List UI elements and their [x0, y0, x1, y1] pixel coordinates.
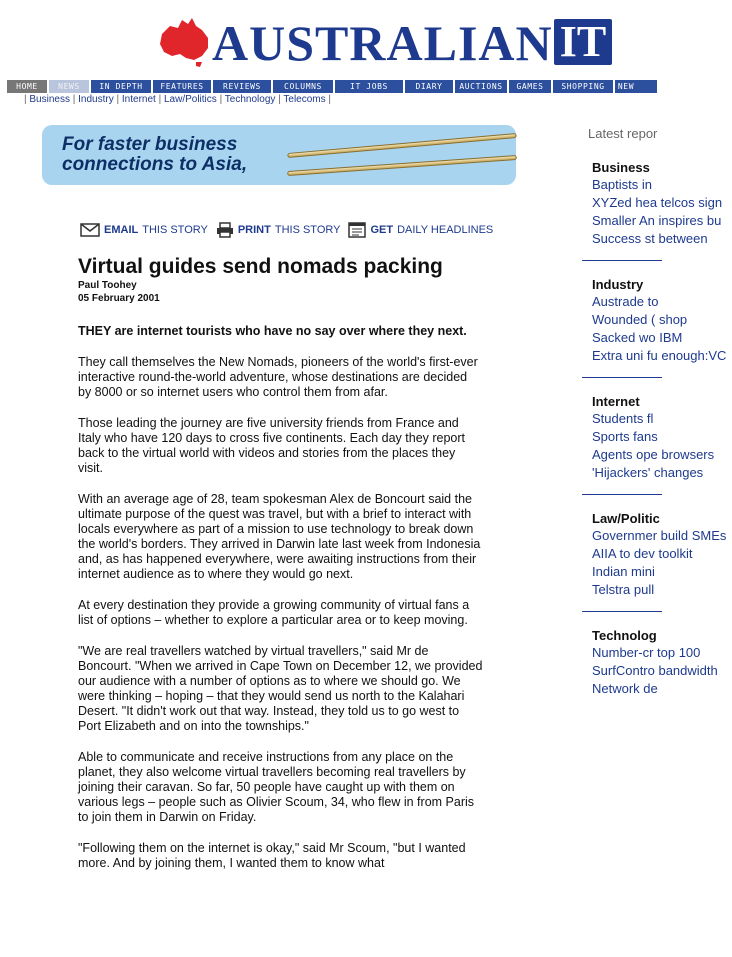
sidebar-link[interactable]: Network de [592, 681, 658, 696]
article-paragraph: Able to communicate and receive instructions from any place on the planet, they also welcome virtual travellers becoming real travellers by joining their caravan. So far, 50 people have caught up with them on various legs – people such as Olivier Scoum, 34, who flew in from Paris to join them in Darwin on Friday. [78, 750, 475, 824]
sidebar-link[interactable]: Smaller An inspires bu [592, 213, 722, 228]
sidebar-link[interactable]: 'Hijackers' changes [592, 465, 704, 480]
nav-tab-shopping[interactable]: SHOPPING [553, 80, 615, 93]
sidebar-link[interactable]: Number-cr top 100 [592, 645, 701, 660]
sidebar-link[interactable]: Agents ope browsers [592, 447, 715, 462]
sidebar-link[interactable]: Success st between [592, 231, 708, 246]
print-label: PRINT [237, 224, 271, 236]
article-lead: THEY are internet tourists who have no say over where they next. [78, 324, 467, 338]
section-divider [582, 260, 662, 261]
article-headline: Virtual guides send nomads packing [78, 255, 443, 278]
daily-headlines-link[interactable] [348, 222, 493, 238]
sidebar-link[interactable]: Sports fans [592, 429, 658, 444]
ad-banner-text [62, 135, 247, 175]
subnav-technology[interactable]: Technology [224, 94, 276, 105]
ad-line-2: connections to Asia, [62, 154, 248, 175]
nav-tab-features[interactable]: FEATURES [153, 80, 213, 93]
latest-reports-label: Latest repor [588, 126, 658, 141]
sidebar-link[interactable]: Sacked wo IBM [592, 330, 683, 345]
article [78, 256, 483, 871]
sidebar-link[interactable]: SurfContro bandwidth [592, 663, 718, 678]
subnav-industry[interactable]: Industry [78, 94, 114, 105]
sidebar-link[interactable]: Telstra pull [592, 582, 655, 597]
nav-tab-diary[interactable]: DIARY [405, 80, 455, 93]
article-paragraph: "Following them on the internet is okay," said Mr Scoum, "but I wanted more. And by joining them, I wanted them to know what [78, 841, 466, 870]
sidebar-link[interactable]: Students fl [592, 411, 654, 426]
australia-map-icon [156, 16, 212, 68]
section-divider [582, 494, 662, 495]
masthead [150, 14, 620, 72]
nav-tab-columns[interactable]: COLUMNS [273, 80, 335, 93]
subnav-internet[interactable]: Internet [121, 94, 156, 105]
sidebar-link[interactable]: Austrade to [592, 294, 659, 309]
nav-tab-news[interactable]: NEWS [49, 80, 91, 93]
sidebar-link[interactable]: XYZed hea telcos sign [592, 195, 723, 210]
subnav-business[interactable]: Business [29, 94, 70, 105]
section-title[interactable]: Technolog [592, 628, 657, 643]
sidebar-section-technology [582, 628, 718, 696]
newsletter-icon [348, 222, 366, 238]
story-tools [80, 222, 501, 238]
sidebar-link[interactable]: Baptists in [592, 177, 652, 192]
sidebar-link[interactable]: Extra uni fu enough:VC [592, 348, 727, 363]
nav-tab-auctions[interactable]: AUCTIONS [455, 80, 509, 93]
sidebar-link[interactable]: AIIA to dev toolkit [592, 546, 693, 561]
nav-tab-reviews[interactable]: REVIEWS [213, 80, 273, 93]
latest-reports-sidebar [582, 160, 727, 699]
email-rest-label: THIS STORY [142, 224, 208, 236]
sidebar-section-law-politics [582, 511, 727, 612]
section-title[interactable]: Internet [592, 394, 640, 409]
envelope-icon [80, 223, 100, 237]
get-label: GET [370, 224, 394, 236]
article-paragraph: "We are real travellers watched by virtual travellers," said Mr de Boncourt. "When we arrived in Cape Town on December 12, we provided our audience with a number of options as to where we should go. We were thinking – hoping – that they would send us north to the Kalahari Desert. "It didn't work out that way. Instead, they told us to go west to Port Elizabeth and on into the townships." [78, 644, 483, 733]
ad-line-1: For faster business [62, 134, 238, 155]
logo-it-box[interactable]: IT [554, 19, 612, 65]
nav-tab-games[interactable]: GAMES [509, 80, 553, 93]
section-title[interactable]: Business [592, 160, 650, 175]
ad-banner[interactable] [42, 125, 516, 185]
section-title[interactable]: Law/Politic [592, 511, 660, 526]
section-divider [582, 611, 662, 612]
section-divider [582, 377, 662, 378]
print-rest-label: THIS STORY [274, 224, 341, 236]
article-paragraph: They call themselves the New Nomads, pioneers of the world's first-ever interactive round-the-world adventure, whose destinations are decided by 8000 or so internet users who control them from afar. [78, 355, 478, 399]
printer-icon [216, 222, 234, 238]
nav-tab-home[interactable]: HOME [7, 80, 49, 93]
section-title[interactable]: Industry [592, 277, 644, 292]
email-label: EMAIL [104, 224, 139, 236]
article-date: 05 February 2001 [78, 293, 160, 304]
get-rest-label: DAILY HEADLINES [397, 224, 494, 236]
nav-tab-new[interactable]: NEW [617, 82, 635, 91]
logo-wordmark[interactable]: AUSTRALIAN [212, 15, 553, 71]
sidebar-link[interactable]: Indian mini [592, 564, 655, 579]
main-nav [7, 80, 657, 93]
article-paragraph: With an average age of 28, team spokesman Alex de Boncourt said the ultimate purpose of the quest was travel, but with a brief to interact with locals everywhere as part of a mission to use technology to break down the world's borders. They arrived in Darwin late last week from Indonesia and, as has happened everywhere, were awaiting instructions from their internet audience as to where they would go next. [78, 492, 481, 581]
sidebar-link[interactable]: Governmer build SMEs [592, 528, 727, 543]
sub-nav: | Business | Industry | Internet | Law/Politics | Technology | Telecoms | [24, 94, 332, 105]
print-story-link[interactable] [216, 222, 341, 238]
sidebar-section-business [582, 160, 723, 261]
sidebar-section-internet [582, 394, 715, 495]
subnav-law-politics[interactable]: Law/Politics [163, 94, 217, 105]
chopstick-2 [287, 155, 517, 176]
nav-tab-it-jobs[interactable]: IT JOBS [335, 80, 405, 93]
nav-tab-in-depth[interactable]: IN DEPTH [91, 80, 153, 93]
email-story-link[interactable] [80, 222, 208, 238]
article-author: Paul Toohey [78, 280, 137, 291]
sidebar-link[interactable]: Wounded ( shop [592, 312, 688, 327]
article-paragraph: At every destination they provide a growing community of virtual fans a list of options – whether to explore a particular area or to keep moving. [78, 598, 470, 627]
chopstick-1 [287, 133, 517, 158]
subnav-telecoms[interactable]: Telecoms [283, 94, 326, 105]
sidebar-section-industry [582, 277, 727, 378]
article-paragraph: Those leading the journey are five university friends from France and Italy who have 120 days to cross five continents. Each day they report back to the virtual world with videos and stories from the places they visit. [78, 416, 466, 475]
